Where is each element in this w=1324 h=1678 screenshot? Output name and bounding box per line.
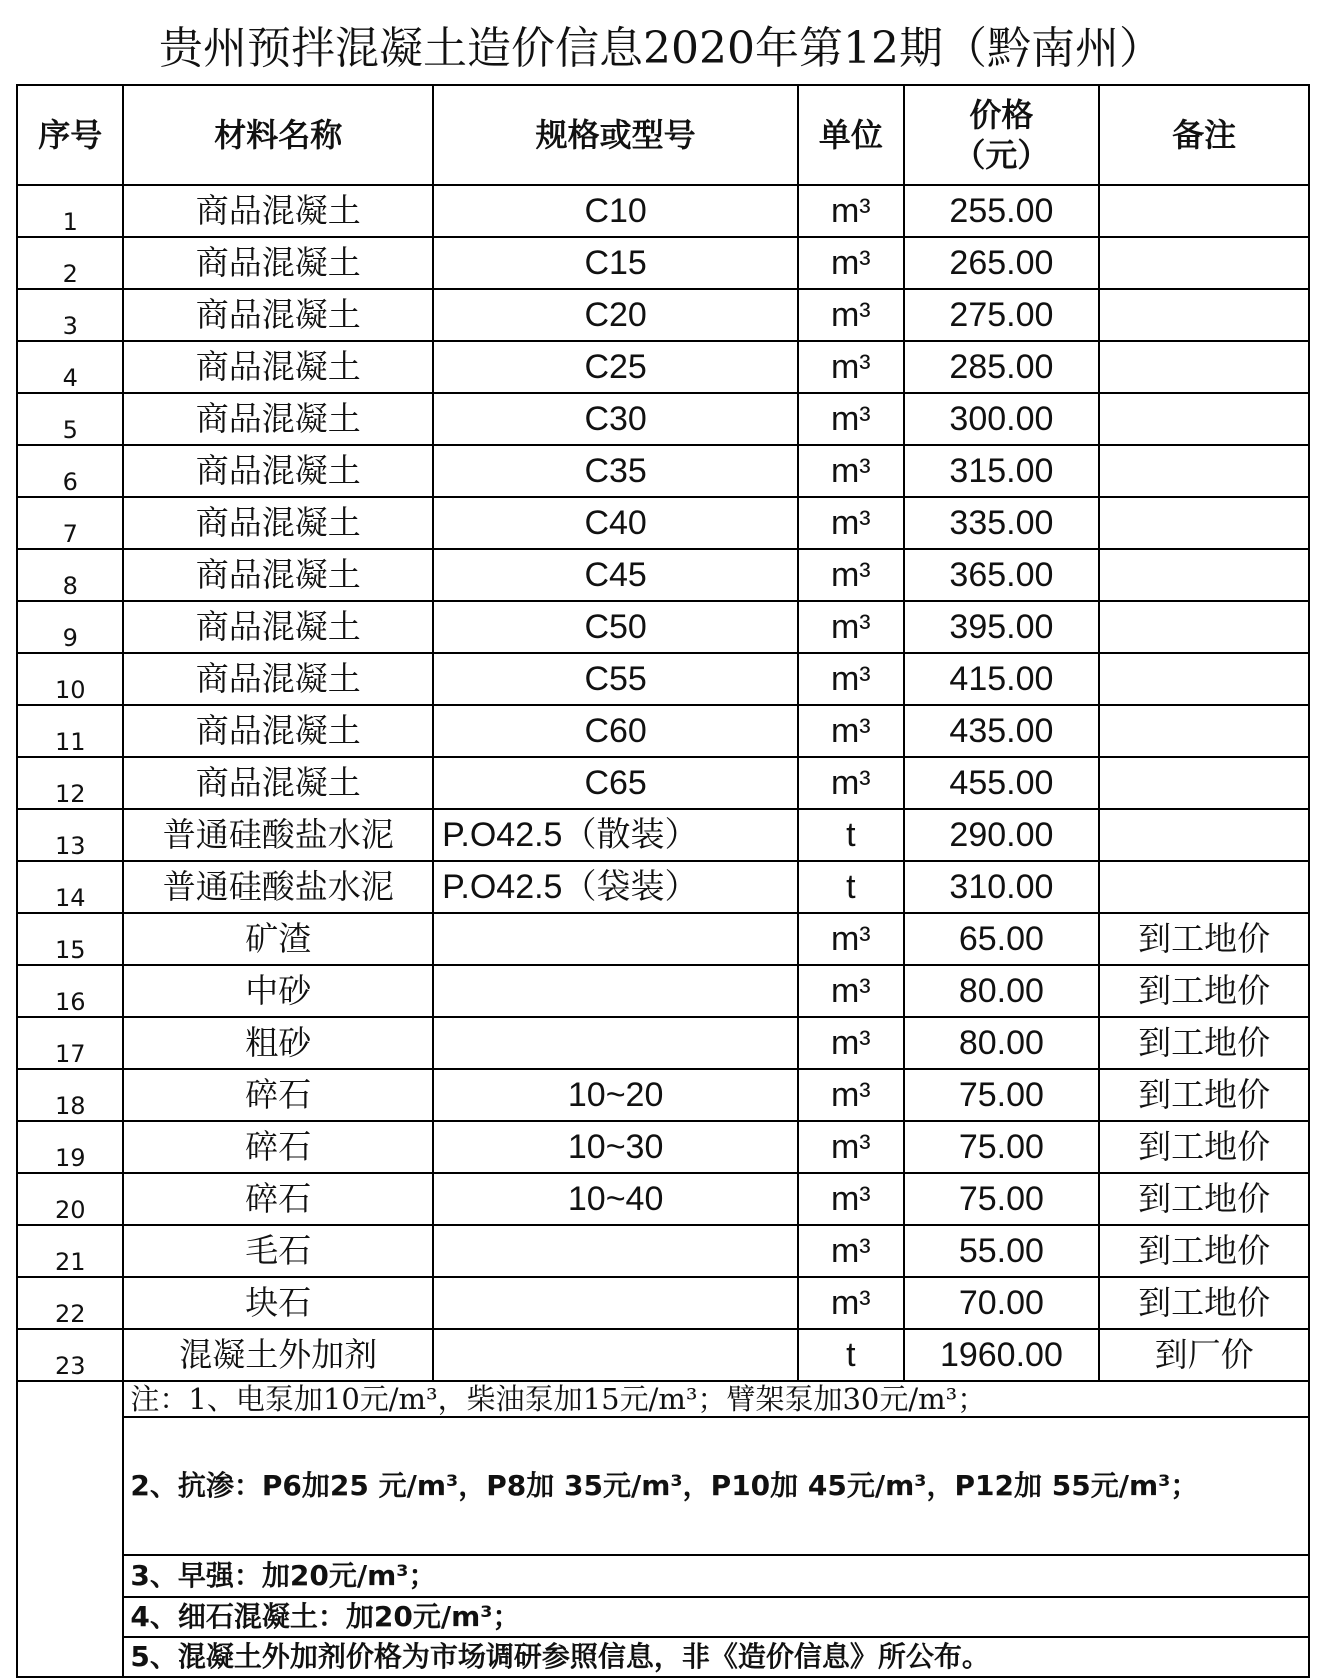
row-note: 到工地价 — [1099, 1277, 1309, 1329]
row-material-name: 商品混凝土 — [123, 601, 433, 653]
row-material-name: 商品混凝土 — [123, 289, 433, 341]
row-no: 15 — [17, 913, 123, 965]
table-row — [17, 601, 1309, 653]
note-row-4 — [17, 1597, 1309, 1637]
note-row-5 — [17, 1637, 1309, 1677]
note-4: 4、细石混凝土：加20元/m³； — [123, 1597, 1309, 1637]
row-unit: m³ — [798, 445, 903, 497]
row-material-name: 普通硅酸盐水泥 — [123, 809, 433, 861]
row-unit: m³ — [798, 965, 903, 1017]
row-no: 11 — [17, 705, 123, 757]
row-material-name: 混凝土外加剂 — [123, 1329, 433, 1381]
row-spec: C45 — [433, 549, 798, 601]
row-no: 13 — [17, 809, 123, 861]
row-unit: m³ — [798, 289, 903, 341]
row-spec: C10 — [433, 185, 798, 237]
row-unit: m³ — [798, 237, 903, 289]
row-spec — [433, 1225, 798, 1277]
row-note — [1099, 237, 1309, 289]
row-material-name: 商品混凝土 — [123, 237, 433, 289]
row-price: 80.00 — [904, 965, 1100, 1017]
row-price: 80.00 — [904, 1017, 1100, 1069]
row-material-name: 粗砂 — [123, 1017, 433, 1069]
row-price: 70.00 — [904, 1277, 1100, 1329]
table-row — [17, 705, 1309, 757]
row-note — [1099, 185, 1309, 237]
row-note: 到工地价 — [1099, 1121, 1309, 1173]
row-no: 12 — [17, 757, 123, 809]
row-unit: m³ — [798, 1069, 903, 1121]
row-material-name: 碎石 — [123, 1173, 433, 1225]
row-price: 310.00 — [904, 861, 1100, 913]
row-unit: m³ — [798, 185, 903, 237]
row-spec: C55 — [433, 653, 798, 705]
row-material-name: 块石 — [123, 1277, 433, 1329]
row-spec: C25 — [433, 341, 798, 393]
row-unit: m³ — [798, 653, 903, 705]
row-unit: m³ — [798, 549, 903, 601]
row-price: 335.00 — [904, 497, 1100, 549]
row-unit: t — [798, 809, 903, 861]
row-no: 6 — [17, 445, 123, 497]
row-unit: m³ — [798, 1121, 903, 1173]
note-row-2 — [17, 1417, 1309, 1555]
row-note: 到工地价 — [1099, 1173, 1309, 1225]
row-note — [1099, 809, 1309, 861]
note-1: 注：1、电泵加10元/m³，柴油泵加15元/m³；臂架泵加30元/m³； — [123, 1381, 1309, 1417]
row-material-name: 普通硅酸盐水泥 — [123, 861, 433, 913]
table-row — [17, 497, 1309, 549]
row-material-name: 商品混凝土 — [123, 445, 433, 497]
table-row — [17, 965, 1309, 1017]
row-no: 1 — [17, 185, 123, 237]
row-note — [1099, 861, 1309, 913]
row-unit: m³ — [798, 1225, 903, 1277]
row-note — [1099, 705, 1309, 757]
row-price: 55.00 — [904, 1225, 1100, 1277]
row-spec: C65 — [433, 757, 798, 809]
row-no: 21 — [17, 1225, 123, 1277]
row-note — [1099, 445, 1309, 497]
row-price: 75.00 — [904, 1069, 1100, 1121]
row-note: 到厂价 — [1099, 1329, 1309, 1381]
header-unit: 单位 — [798, 85, 903, 185]
row-note — [1099, 549, 1309, 601]
row-no: 22 — [17, 1277, 123, 1329]
header-price-line1: 价格 — [969, 96, 1034, 134]
note-2: 2、抗渗：P6加25 元/m³，P8加 35元/m³，P10加 45元/m³，P12加 55元/m³； — [123, 1417, 1309, 1555]
row-price: 275.00 — [904, 289, 1100, 341]
row-unit: m³ — [798, 705, 903, 757]
row-spec — [433, 1329, 798, 1381]
table-header-row — [17, 85, 1309, 185]
row-spec: 10~30 — [433, 1121, 798, 1173]
table-row — [17, 1173, 1309, 1225]
row-spec: C60 — [433, 705, 798, 757]
row-spec: C20 — [433, 289, 798, 341]
table-row — [17, 289, 1309, 341]
table-row — [17, 237, 1309, 289]
row-price: 315.00 — [904, 445, 1100, 497]
row-material-name: 商品混凝土 — [123, 549, 433, 601]
row-unit: m³ — [798, 497, 903, 549]
note-5: 5、混凝土外加剂价格为市场调研参照信息，非《造价信息》所公布。 — [123, 1637, 1309, 1677]
row-spec: C35 — [433, 445, 798, 497]
table-row — [17, 1225, 1309, 1277]
row-note — [1099, 341, 1309, 393]
row-unit: m³ — [798, 757, 903, 809]
table-row — [17, 445, 1309, 497]
row-spec: P.O42.5（散装） — [433, 809, 798, 861]
row-note — [1099, 497, 1309, 549]
row-material-name: 中砂 — [123, 965, 433, 1017]
row-note: 到工地价 — [1099, 1225, 1309, 1277]
row-price: 435.00 — [904, 705, 1100, 757]
table-row — [17, 1017, 1309, 1069]
header-price-line2: （元） — [953, 136, 1050, 174]
table-row — [17, 549, 1309, 601]
header-spec: 规格或型号 — [433, 85, 798, 185]
row-no: 2 — [17, 237, 123, 289]
price-table — [16, 84, 1310, 1678]
header-note: 备注 — [1099, 85, 1309, 185]
row-note — [1099, 653, 1309, 705]
row-spec: C50 — [433, 601, 798, 653]
row-no: 3 — [17, 289, 123, 341]
row-no: 18 — [17, 1069, 123, 1121]
row-note — [1099, 601, 1309, 653]
row-unit: m³ — [798, 341, 903, 393]
row-material-name: 商品混凝土 — [123, 393, 433, 445]
row-spec: 10~40 — [433, 1173, 798, 1225]
row-price: 415.00 — [904, 653, 1100, 705]
row-spec: C30 — [433, 393, 798, 445]
table-row — [17, 861, 1309, 913]
row-unit: m³ — [798, 913, 903, 965]
note-row-1 — [17, 1381, 1309, 1417]
table-row — [17, 393, 1309, 445]
row-unit: t — [798, 1329, 903, 1381]
row-price: 255.00 — [904, 185, 1100, 237]
table-row — [17, 809, 1309, 861]
row-no: 7 — [17, 497, 123, 549]
page-title: 贵州预拌混凝土造价信息2020年第12期（黔南州） — [159, 23, 1163, 74]
table-row — [17, 185, 1309, 237]
row-note: 到工地价 — [1099, 1069, 1309, 1121]
table-row — [17, 1329, 1309, 1381]
table-row — [17, 1069, 1309, 1121]
row-no: 8 — [17, 549, 123, 601]
row-no: 14 — [17, 861, 123, 913]
row-price: 300.00 — [904, 393, 1100, 445]
row-price: 65.00 — [904, 913, 1100, 965]
row-material-name: 毛石 — [123, 1225, 433, 1277]
row-material-name: 商品混凝土 — [123, 341, 433, 393]
row-price: 1960.00 — [904, 1329, 1100, 1381]
row-material-name: 商品混凝土 — [123, 757, 433, 809]
row-material-name: 矿渣 — [123, 913, 433, 965]
row-spec: P.O42.5（袋装） — [433, 861, 798, 913]
header-name: 材料名称 — [123, 85, 433, 185]
row-price: 75.00 — [904, 1173, 1100, 1225]
row-unit: m³ — [798, 1277, 903, 1329]
note-row-3 — [17, 1555, 1309, 1597]
table-row — [17, 341, 1309, 393]
row-no: 16 — [17, 965, 123, 1017]
row-price: 75.00 — [904, 1121, 1100, 1173]
note-3: 3、早强：加20元/m³； — [123, 1555, 1309, 1597]
row-material-name: 商品混凝土 — [123, 497, 433, 549]
row-unit: t — [798, 861, 903, 913]
table-row — [17, 1121, 1309, 1173]
row-unit: m³ — [798, 393, 903, 445]
table-row — [17, 913, 1309, 965]
row-price: 395.00 — [904, 601, 1100, 653]
row-note — [1099, 757, 1309, 809]
row-no: 4 — [17, 341, 123, 393]
row-material-name: 碎石 — [123, 1069, 433, 1121]
row-no: 9 — [17, 601, 123, 653]
row-price: 290.00 — [904, 809, 1100, 861]
row-unit: m³ — [798, 1173, 903, 1225]
row-note: 到工地价 — [1099, 1017, 1309, 1069]
table-row — [17, 1277, 1309, 1329]
row-price: 285.00 — [904, 341, 1100, 393]
row-no: 10 — [17, 653, 123, 705]
row-spec: C40 — [433, 497, 798, 549]
row-price: 265.00 — [904, 237, 1100, 289]
row-note — [1099, 289, 1309, 341]
row-spec — [433, 1017, 798, 1069]
row-material-name: 商品混凝土 — [123, 653, 433, 705]
row-no: 23 — [17, 1329, 123, 1381]
row-unit: m³ — [798, 1017, 903, 1069]
row-spec — [433, 965, 798, 1017]
note-blank-cell — [17, 1381, 123, 1677]
row-note — [1099, 393, 1309, 445]
row-spec — [433, 913, 798, 965]
row-note: 到工地价 — [1099, 913, 1309, 965]
row-no: 5 — [17, 393, 123, 445]
row-material-name: 商品混凝土 — [123, 185, 433, 237]
row-spec: C15 — [433, 237, 798, 289]
row-unit: m³ — [798, 601, 903, 653]
row-no: 19 — [17, 1121, 123, 1173]
table-row — [17, 757, 1309, 809]
row-spec: 10~20 — [433, 1069, 798, 1121]
header-price — [904, 85, 1100, 185]
header-no: 序号 — [17, 85, 123, 185]
row-spec — [433, 1277, 798, 1329]
row-no: 17 — [17, 1017, 123, 1069]
row-note: 到工地价 — [1099, 965, 1309, 1017]
table-row — [17, 653, 1309, 705]
row-price: 365.00 — [904, 549, 1100, 601]
row-no: 20 — [17, 1173, 123, 1225]
row-price: 455.00 — [904, 757, 1100, 809]
row-material-name: 商品混凝土 — [123, 705, 433, 757]
row-material-name: 碎石 — [123, 1121, 433, 1173]
